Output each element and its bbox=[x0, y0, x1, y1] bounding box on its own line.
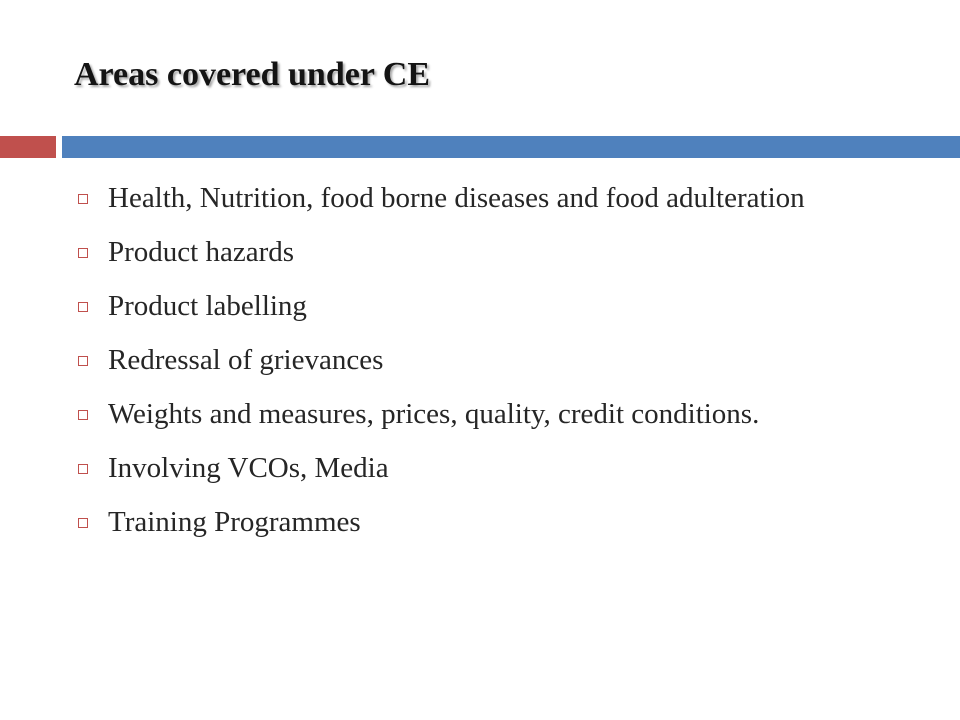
bullet-text: Involving VCOs, Media bbox=[108, 452, 389, 484]
bullet-text: Weights and measures, prices, quality, credit conditions. bbox=[108, 398, 760, 430]
square-bullet-icon bbox=[78, 302, 88, 312]
square-bullet-icon bbox=[78, 518, 88, 528]
square-bullet-icon bbox=[78, 356, 88, 366]
bullet-text: Product hazards bbox=[108, 236, 295, 268]
bullet-item bbox=[74, 286, 844, 326]
bullet-text: Training Programmes bbox=[108, 506, 361, 538]
bullet-text: Product labelling bbox=[108, 290, 307, 322]
square-bullet-icon bbox=[78, 194, 88, 204]
square-bullet-icon bbox=[78, 410, 88, 420]
title-accent-bar-red bbox=[0, 136, 56, 158]
bullet-item bbox=[74, 448, 844, 488]
bullet-text: Redressal of grievances bbox=[108, 344, 384, 376]
square-bullet-icon bbox=[78, 248, 88, 258]
bullet-list bbox=[74, 178, 844, 556]
bullet-text: Health, Nutrition, food borne diseases and food adulteration bbox=[108, 182, 805, 214]
square-bullet-icon bbox=[78, 464, 88, 474]
bullet-item bbox=[74, 340, 844, 380]
bullet-item bbox=[74, 178, 844, 218]
slide-title: Areas covered under CE bbox=[74, 56, 431, 93]
title-accent-bar-blue bbox=[62, 136, 960, 158]
bullet-item bbox=[74, 394, 844, 434]
bullet-item bbox=[74, 502, 844, 542]
bullet-item bbox=[74, 232, 844, 272]
